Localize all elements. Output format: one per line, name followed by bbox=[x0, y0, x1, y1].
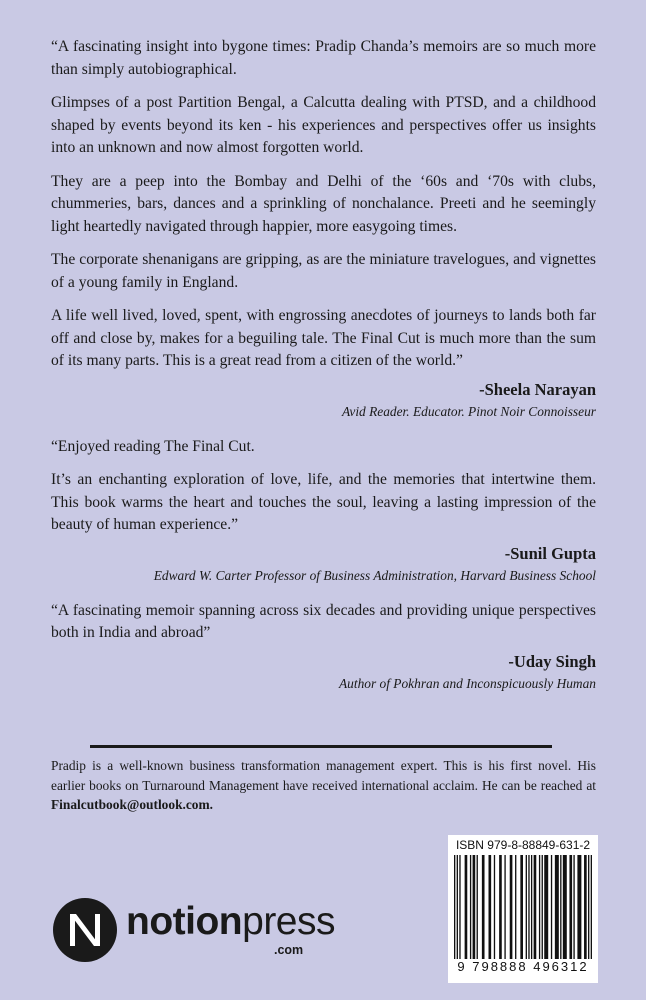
barcode-bar bbox=[591, 855, 592, 959]
barcode-bar bbox=[515, 855, 516, 959]
barcode-bar bbox=[459, 855, 460, 959]
divider-rule bbox=[90, 745, 552, 748]
barcode-bar bbox=[544, 855, 548, 959]
author-bio-text: Pradip is a well-known business transformation management expert. This is his first novel. His earlier books on Turnaround Management have received international acclaim. He can be reached at bbox=[51, 758, 596, 793]
barcode-number: 9 798888 496312 bbox=[457, 959, 589, 974]
author-email: Finalcutbook@outlook.com. bbox=[51, 797, 214, 812]
barcode-bar bbox=[534, 855, 537, 959]
review-paragraph: “Enjoyed reading The Final Cut. bbox=[51, 437, 255, 455]
review-paragraph: The corporate shenanigans are gripping, as are the miniature travelogues, and vignettes of a young family in England. bbox=[51, 251, 596, 291]
barcode-bar bbox=[573, 855, 574, 959]
barcode-bar bbox=[563, 855, 567, 959]
reviewer-title: Avid Reader. Educator. Pinot Noir Connoisseur bbox=[341, 403, 596, 419]
publisher-wordmark bbox=[126, 902, 335, 942]
review-paragraph: It’s an enchanting exploration of love, life, and the memories that intertwine them. This book warms the heart and touches the soul, leaving a lasting impression of the beauty of human experience.” bbox=[51, 471, 596, 533]
barcode-bar bbox=[584, 855, 587, 959]
barcode-bar bbox=[510, 855, 513, 959]
barcode-bar bbox=[499, 855, 502, 959]
publisher-word-bold: notion bbox=[126, 900, 243, 943]
publisher-word-regular: press bbox=[242, 900, 335, 943]
barcode-bar bbox=[539, 855, 540, 959]
notionpress-logo-icon bbox=[52, 897, 118, 963]
publisher-domain: .com bbox=[274, 943, 304, 957]
barcode-bar bbox=[526, 855, 527, 959]
barcode-bar bbox=[555, 855, 559, 959]
barcode-bar bbox=[457, 855, 458, 959]
reviewer-title: Edward W. Carter Professor of Business Administration, Harvard Business School bbox=[153, 567, 596, 583]
isbn-label: ISBN 979-8-88849-631-2 bbox=[455, 838, 591, 852]
barcode-bars bbox=[454, 855, 592, 959]
reviewer-name: -Uday Singh bbox=[508, 651, 596, 671]
barcode-bar bbox=[531, 855, 532, 959]
barcode-bar bbox=[477, 855, 478, 959]
review-paragraph: “A fascinating memoir spanning across six decades and providing unique perspectives both in India and abroad” bbox=[51, 601, 596, 641]
review-paragraph: They are a peep into the Bombay and Delhi of the ‘60s and ‘70s with clubs, chummeries, bars, dances and a sprinkling of nonchalance. Preeti and he seemingly light heartedly navigated through happier, more easygoing times. bbox=[51, 172, 596, 235]
barcode-bar bbox=[551, 855, 552, 959]
review-paragraph: A life well lived, loved, spent, with engrossing anecdotes of journeys to lands both far off and close by, makes for a beguiling tale. The Final Cut is much more than the sum of its many parts. This is a great read from a citizen of the world.” bbox=[51, 307, 596, 369]
barcode-bar bbox=[494, 855, 495, 959]
barcode-bar bbox=[520, 855, 523, 959]
barcode-bar bbox=[465, 855, 468, 959]
isbn-barcode bbox=[448, 835, 598, 983]
barcode-bar bbox=[542, 855, 543, 959]
barcode-bar bbox=[560, 855, 561, 959]
barcode-bar bbox=[482, 855, 485, 959]
barcode-bar bbox=[504, 855, 505, 959]
reviewer-name: -Sunil Gupta bbox=[504, 543, 596, 563]
barcode-bar bbox=[470, 855, 471, 959]
barcode-bar bbox=[569, 855, 572, 959]
barcode-bar bbox=[473, 855, 476, 959]
reviews-section bbox=[51, 36, 596, 708]
reviewer-name: -Sheela Narayan bbox=[479, 379, 596, 399]
barcode-bar bbox=[577, 855, 581, 959]
publisher-logo bbox=[52, 897, 335, 969]
barcode-bar bbox=[528, 855, 529, 959]
reviewer-title: Author of Pokhran and Inconspicuously Human bbox=[339, 675, 596, 691]
barcode-bar bbox=[454, 855, 455, 959]
review-paragraph: Glimpses of a post Partition Bengal, a Calcutta dealing with PTSD, and a childhood shaped by events beyond its ken - his experiences and perspectives offer us insights into an unknown and now almost forgotten world. bbox=[51, 94, 596, 156]
review-paragraph: “A fascinating insight into bygone times: Pradip Chanda’s memoirs are so much more than simply autobiographical. bbox=[51, 38, 596, 78]
author-bio bbox=[51, 756, 596, 815]
barcode-bar bbox=[588, 855, 589, 959]
barcode-bar bbox=[489, 855, 492, 959]
